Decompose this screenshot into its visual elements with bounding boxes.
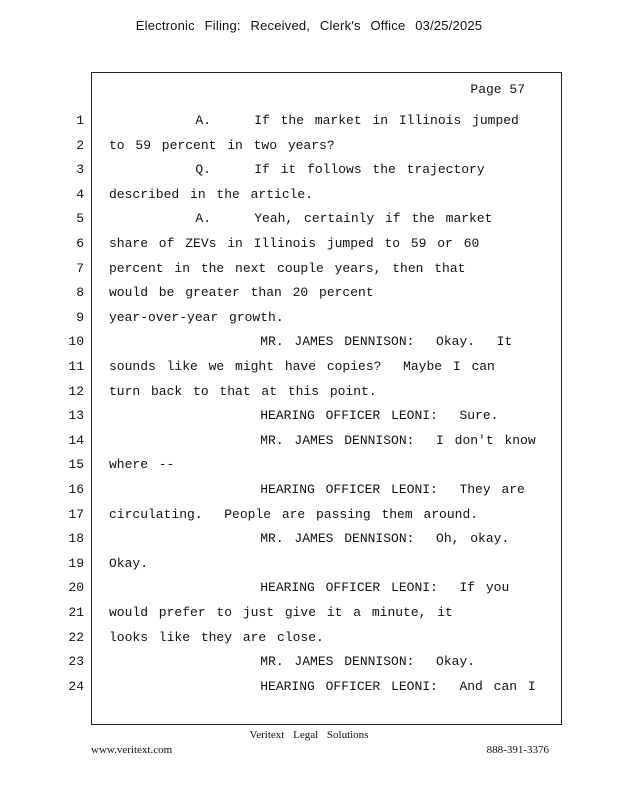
transcript-line-text: would prefer to just give it a minute, it (109, 605, 453, 620)
transcript-line-text: Okay. (109, 555, 149, 571)
transcript-line-text: where -- (109, 457, 175, 473)
transcript-line-text: sounds like we might have copies? Maybe I can (109, 359, 495, 374)
transcript-line-text: Q. If it follows the trajectory (109, 162, 485, 178)
transcript-line-text: would be greater than 20 percent (109, 285, 374, 301)
line-number: 7 (76, 260, 84, 276)
filing-header: Electronic Filing: Received, Clerk's Office 03/25/2025 (135, 18, 483, 33)
line-number: 18 (68, 531, 84, 547)
footer-company: Veritext Legal Solutions (249, 729, 369, 741)
transcript-line-text: described in the article. (109, 186, 314, 202)
line-number: 1 (76, 113, 84, 128)
transcript-line-text: to 59 percent in two years? (109, 137, 335, 153)
line-number: 5 (76, 211, 84, 227)
line-number: 23 (68, 654, 84, 670)
transcript-line-text: A. Yeah, certainly if the market (109, 211, 493, 227)
line-number: 17 (68, 506, 84, 522)
transcript-line-text: MR. JAMES DENNISON: Okay. (109, 654, 476, 670)
transcript-line-text: HEARING OFFICER LEONI: And can I (109, 678, 536, 694)
line-number: 6 (76, 236, 84, 251)
transcript-line-text: percent in the next couple years, then that (109, 260, 466, 276)
line-number: 2 (76, 137, 84, 153)
transcript-line-text: MR. JAMES DENNISON: Okay. It (109, 334, 513, 350)
transcript-line-text: share of ZEVs in Illinois jumped to 59 or 60 (109, 236, 480, 251)
line-number: 16 (68, 482, 84, 497)
transcript-line-text: A. If the market in Illinois jumped (109, 113, 519, 128)
line-number: 8 (76, 285, 84, 301)
line-number: 3 (76, 162, 84, 178)
footer-phone: 888-391-3376 (486, 744, 549, 756)
footer-website: www.veritext.com (91, 744, 173, 756)
transcript-line-text: MR. JAMES DENNISON: Oh, okay. (109, 531, 510, 547)
line-number: 14 (68, 432, 84, 448)
line-number: 9 (76, 309, 84, 325)
transcript-line-text: HEARING OFFICER LEONI: If you (109, 580, 510, 596)
line-number: 15 (68, 457, 84, 473)
page-number: Page 57 (470, 82, 525, 97)
line-number: 20 (68, 580, 84, 596)
transcript-line-text: turn back to that at this point. (109, 383, 377, 399)
transcript-line-text: HEARING OFFICER LEONI: Sure. (109, 408, 499, 424)
transcript-line-text: looks like they are close. (109, 629, 324, 645)
line-number: 11 (68, 359, 84, 374)
transcript-line-text: circulating. People are passing them around. (109, 506, 479, 522)
line-number: 21 (68, 605, 84, 620)
line-number: 4 (76, 186, 84, 202)
transcript-line-text: HEARING OFFICER LEONI: They are (109, 482, 525, 497)
line-number: 12 (68, 383, 84, 399)
line-number: 22 (68, 629, 84, 645)
line-number: 19 (68, 555, 84, 571)
transcript-line-text: year-over-year growth. (109, 309, 284, 325)
line-number: 10 (68, 334, 84, 350)
transcript-line-text: MR. JAMES DENNISON: I don't know (109, 432, 536, 448)
line-number: 24 (68, 678, 84, 694)
line-number: 13 (68, 408, 84, 424)
